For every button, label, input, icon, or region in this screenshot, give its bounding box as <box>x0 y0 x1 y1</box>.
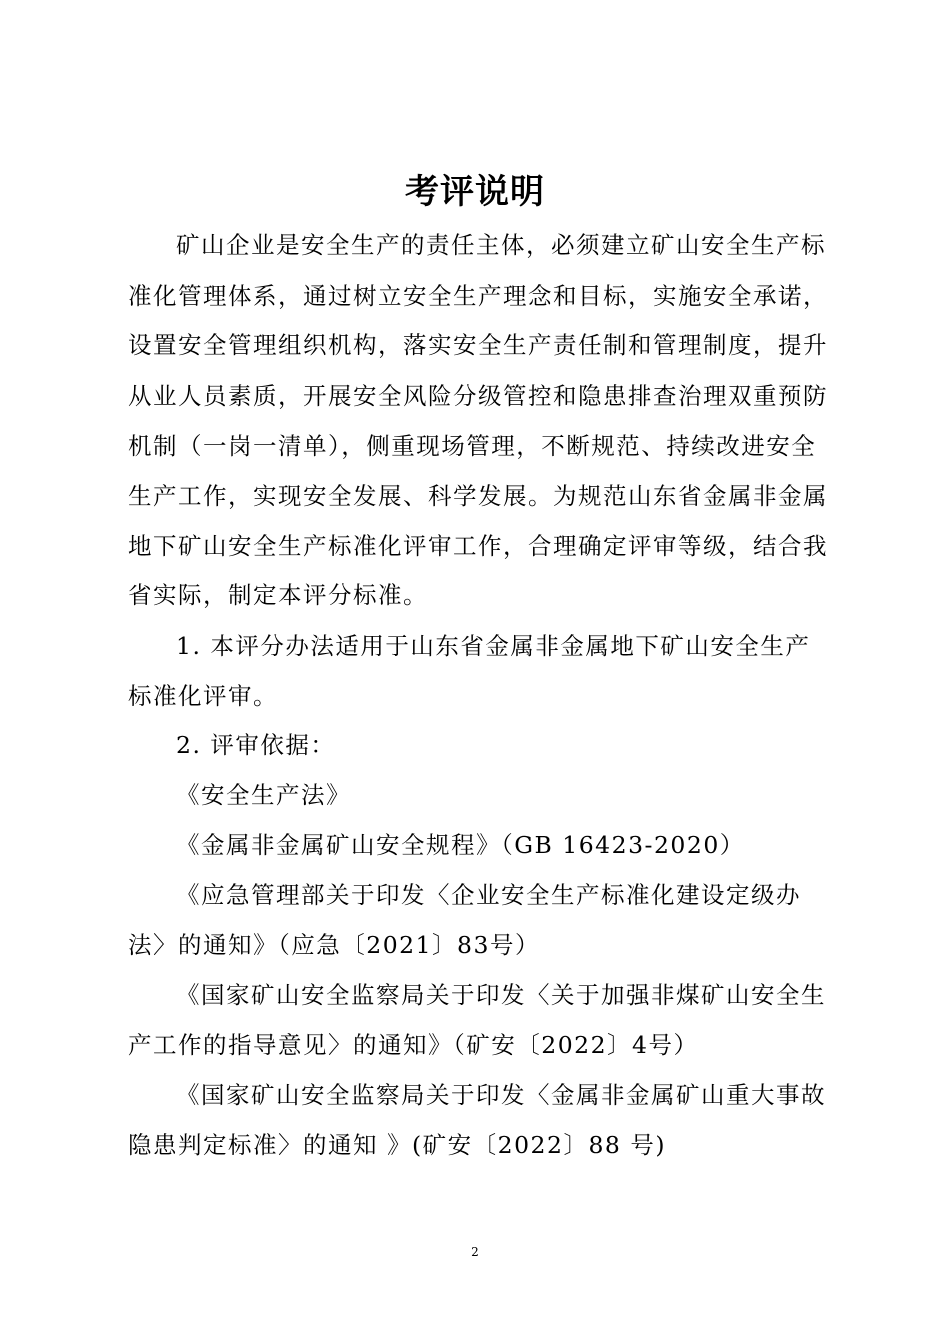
item-2-heading: 2. 评审依据： <box>176 731 336 759</box>
basis-item: 《安全生产法》 <box>176 781 351 809</box>
basis-item: 《金属非金属矿山安全规程》（GB 16423-2020） <box>176 831 745 859</box>
intro-line: 机制（一岗一清单），侧重现场管理，不断规范、持续改进安全 <box>128 432 817 460</box>
item-1-line: 1. 本评分办法适用于山东省金属非金属地下矿山安全生产 <box>176 632 811 660</box>
intro-line: 设置安全管理组织机构，落实安全生产责任制和管理制度，提升 <box>128 331 828 359</box>
intro-line: 地下矿山安全生产标准化评审工作，合理确定评审等级，结合我 <box>128 532 828 560</box>
item-1-line: 标准化评审。 <box>128 682 278 710</box>
page-title: 考评说明 <box>405 172 545 212</box>
basis-item: 《国家矿山安全监察局关于印发〈关于加强非煤矿山安全生 <box>176 981 826 1009</box>
basis-item: 《应急管理部关于印发〈企业安全生产标准化建设定级办 <box>176 881 801 909</box>
basis-item-continued: 隐患判定标准〉的通知 》(矿安〔2022〕88 号) <box>128 1131 666 1159</box>
intro-line: 准化管理体系，通过树立安全生产理念和目标，实施安全承诺， <box>128 282 828 310</box>
intro-line: 矿山企业是安全生产的责任主体，必须建立矿山安全生产标 <box>176 231 826 259</box>
basis-item-continued: 法〉的通知》（应急〔2021〕83号） <box>128 931 540 959</box>
intro-line: 从业人员素质，开展安全风险分级管控和隐患排查治理双重预防 <box>128 382 828 410</box>
page-number: 2 <box>471 1245 479 1259</box>
intro-line: 生产工作，实现安全发展、科学发展。为规范山东省金属非金属 <box>128 482 828 510</box>
basis-item-continued: 产工作的指导意见〉的通知》（矿安〔2022〕4号） <box>128 1031 699 1059</box>
basis-item: 《国家矿山安全监察局关于印发〈金属非金属矿山重大事故 <box>176 1081 826 1109</box>
intro-line: 省实际，制定本评分标准。 <box>128 581 428 609</box>
